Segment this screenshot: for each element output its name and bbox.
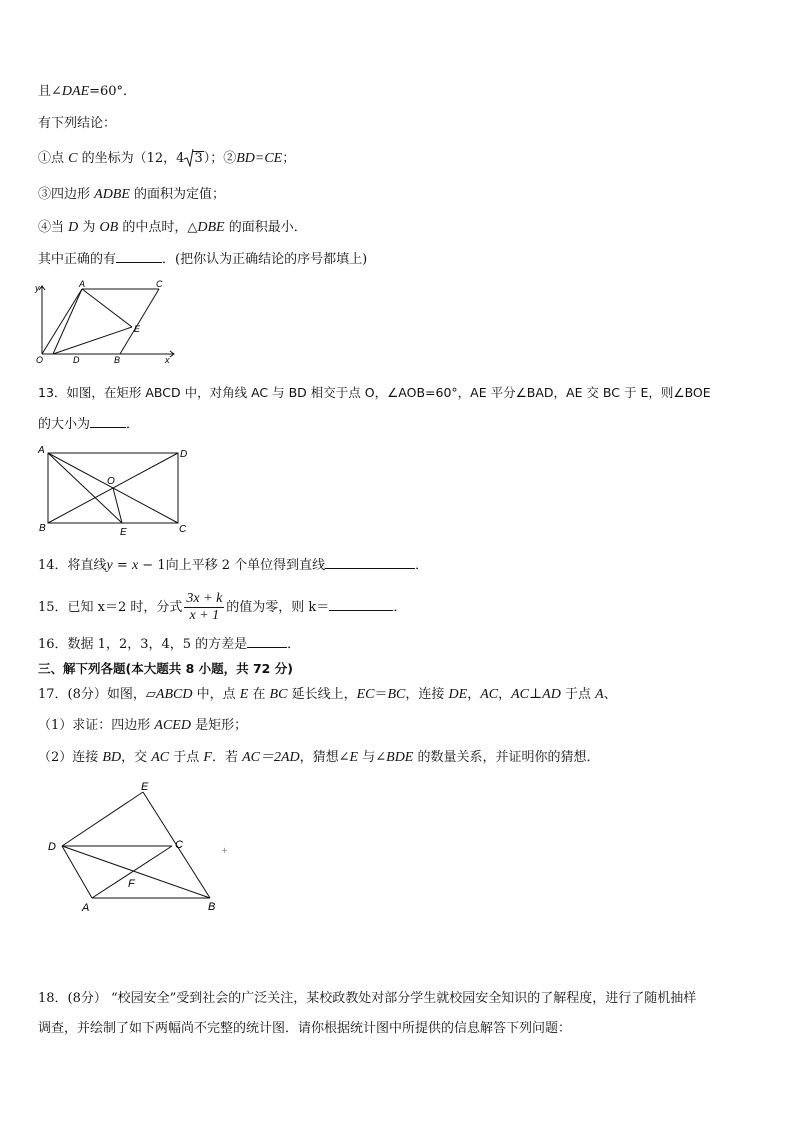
stray-marker: + <box>221 846 228 855</box>
q17-part-2: （2）连接 BD，交 AC 于点 F．若 AC＝2AD，猜想∠E 与∠BDE 的数量关系，并证明你的猜想． <box>38 750 600 765</box>
point-label-E: E <box>120 527 127 536</box>
section-heading: 三、解下列各题(本大题共 8 小题，共 72 分) <box>38 661 293 676</box>
q16-line: 16．数据 1，2，3，4，5 的方差是 ． <box>38 637 301 652</box>
q18-line-2: 调查，并绘制了如下两幅尚不完整的统计图．请你根据统计图中所提供的信息解答下列问题： <box>38 1021 572 1036</box>
point-label-C: C <box>179 524 187 535</box>
q12-conclusion-1-2: ①点 C 的坐标为（12，4 3）；②BD=CE； <box>38 151 296 166</box>
q12-condition-line: 且∠DAE=60°． <box>38 84 137 99</box>
point-label-A: A <box>38 445 45 456</box>
answer-blank <box>329 598 393 611</box>
fraction: $\frac{3x + k}{x + 1}$ <box>186 591 223 623</box>
q12-question-line: 其中正确的有 ．(把你认为正确结论的序号都填上) <box>38 252 368 267</box>
point-label-A: A <box>79 280 86 289</box>
q15-line: 15．已知 x＝2 时，分式 $\frac{3x + k}{x + 1}$ 的值为零，则 k＝ ． <box>38 591 407 623</box>
q18-line-1: 18．(8分） “校园安全”受到社会的广泛关注，某校政教处对部分学生就校园安全知识的了解程度，进行了随机抽样 <box>38 991 697 1006</box>
q12-conclusion-3: ③四边形 ADBE 的面积为定值； <box>38 187 226 202</box>
answer-blank <box>247 635 287 648</box>
point-label-E: E <box>134 324 141 334</box>
q12-coordinate-figure <box>34 280 180 366</box>
q12-intro-line: 有下列结论： <box>38 116 117 131</box>
point-label-C: C <box>156 280 163 289</box>
sqrt-symbol: 3 <box>184 150 203 168</box>
point-label-D: D <box>48 841 56 853</box>
q13-line-2: 的大小为 ． <box>38 417 140 432</box>
q12-conclusion-4: ④当 D 为 OB 的中点时，△DBE 的面积最小． <box>38 220 307 235</box>
point-label-B: B <box>114 355 121 365</box>
axis-label-x: x <box>165 355 170 365</box>
q17-stem: 17．(8分）如图，▱ABCD 中，点 E 在 BC 延长线上，EC＝BC，连接 DE，AC，AC⊥AD 于点 A、 <box>38 687 617 702</box>
q14-line: 14．将直线y = x − 1向上平移 2 个单位得到直线 ． <box>38 558 429 573</box>
point-label-A: A <box>82 902 90 914</box>
answer-blank <box>116 250 162 263</box>
point-label-D: D <box>180 449 188 460</box>
point-label-B: B <box>39 523 46 534</box>
q13-rectangle-figure <box>34 442 194 536</box>
axis-label-y: y <box>35 283 40 293</box>
answer-blank <box>90 415 126 428</box>
answer-blank <box>325 556 415 569</box>
q17-parallelogram-figure <box>42 776 222 916</box>
point-label-B: B <box>208 901 216 913</box>
point-label-D: D <box>73 355 80 365</box>
point-label-O: O <box>36 355 44 365</box>
q17-part-1: （1）求证：四边形 ACED 是矩形； <box>38 718 248 733</box>
point-label-O: O <box>107 476 115 487</box>
q13-line-1: 13．如图，在矩形 ABCD 中，对角线 AC 与 BD 相交于点 O，∠AOB=60°，AE 平分∠BAD，AE 交 BC 于 E，则∠BOE <box>38 385 711 400</box>
point-label-F: F <box>128 878 135 890</box>
point-label-E: E <box>141 781 149 793</box>
point-label-C: C <box>175 839 183 851</box>
